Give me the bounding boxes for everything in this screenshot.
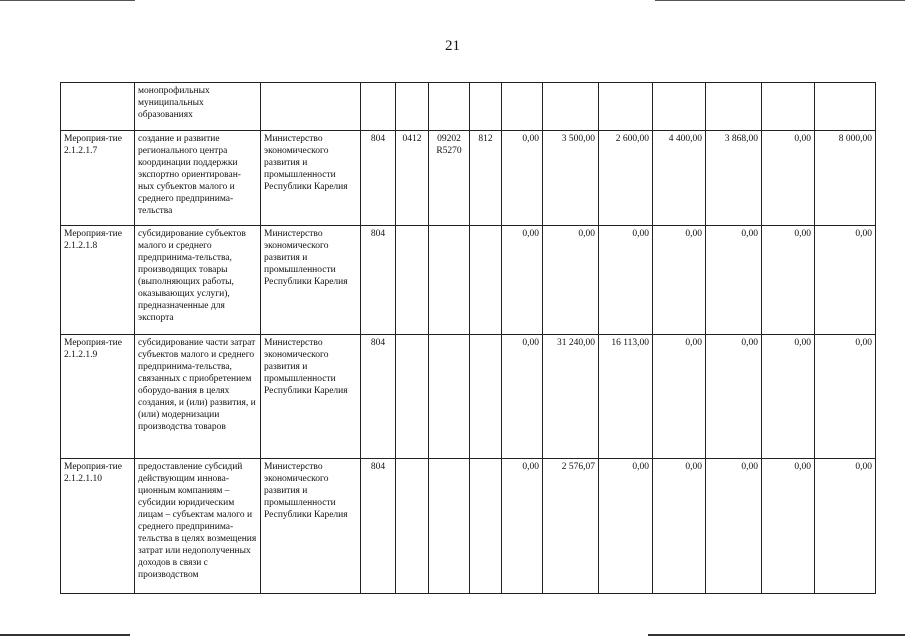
table-row: [61, 335, 876, 459]
rzpr-cell: 0412: [396, 131, 429, 226]
value-cell: 0,00: [706, 459, 762, 594]
value-cell: 3 868,00: [706, 131, 762, 226]
grbs-cell: [361, 83, 396, 131]
activity-name-cell: субсидирование части затрат субъектов малого и среднего предпринима-тельства, связанных с приобретением оборудо-вания в целях создания, и (или) развития, и (или) модернизации производства товаров: [135, 335, 261, 459]
budget-table: [60, 82, 876, 594]
value-cell: 8 000,00: [815, 131, 876, 226]
executor-cell: Министерство экономического развития и промышленности Республики Карелия: [261, 131, 361, 226]
value-cell: 0,00: [653, 335, 706, 459]
scan-edge-top: [0, 0, 905, 2]
value-cell: 3 500,00: [543, 131, 599, 226]
value-cell: 16 113,00: [599, 335, 653, 459]
value-cell: 0,00: [502, 459, 543, 594]
activity-name-cell: субсидирование субъектов малого и среднего предпринима-тельства, производящих товары (выполняющих работы, оказывающих услуги), предназначенные для экспорта: [135, 226, 261, 335]
csr-cell: [429, 459, 470, 594]
table-row: [61, 226, 876, 335]
value-cell: [653, 83, 706, 131]
executor-cell: Министерство экономического развития и промышленности Республики Карелия: [261, 226, 361, 335]
value-cell: [543, 83, 599, 131]
vr-cell: [470, 335, 502, 459]
value-cell: 0,00: [762, 131, 815, 226]
vr-cell: 812: [470, 131, 502, 226]
rzpr-cell: [396, 83, 429, 131]
value-cell: 0,00: [815, 335, 876, 459]
vr-cell: [470, 459, 502, 594]
executor-cell: Министерство экономического развития и промышленности Республики Карелия: [261, 459, 361, 594]
csr-cell: [429, 335, 470, 459]
scan-edge-bottom: [0, 634, 905, 637]
value-cell: [762, 83, 815, 131]
value-cell: [815, 83, 876, 131]
value-cell: 2 576,07: [543, 459, 599, 594]
value-cell: [502, 83, 543, 131]
value-cell: 0,00: [599, 459, 653, 594]
vr-cell: [470, 83, 502, 131]
value-cell: [599, 83, 653, 131]
value-cell: 0,00: [762, 459, 815, 594]
value-cell: 0,00: [762, 335, 815, 459]
csr-cell: [429, 226, 470, 335]
rzpr-cell: [396, 459, 429, 594]
value-cell: 0,00: [502, 131, 543, 226]
grbs-cell: 804: [361, 335, 396, 459]
value-cell: 0,00: [762, 226, 815, 335]
activity-id-cell: Мероприя-тие 2.1.2.1.8: [61, 226, 135, 335]
executor-cell: Министерство экономического развития и промышленности Республики Карелия: [261, 335, 361, 459]
value-cell: 2 600,00: [599, 131, 653, 226]
value-cell: 0,00: [815, 459, 876, 594]
table-row: [61, 459, 876, 594]
grbs-cell: 804: [361, 131, 396, 226]
csr-cell: 09202 R5270: [429, 131, 470, 226]
value-cell: 0,00: [502, 226, 543, 335]
value-cell: 0,00: [653, 226, 706, 335]
value-cell: 0,00: [502, 335, 543, 459]
value-cell: 4 400,00: [653, 131, 706, 226]
activity-id-cell: Мероприя-тие 2.1.2.1.9: [61, 335, 135, 459]
value-cell: 31 240,00: [543, 335, 599, 459]
executor-cell: [261, 83, 361, 131]
activity-name-cell: монопрофильных муниципальных образованиях: [135, 83, 261, 131]
activity-name-cell: предоставление субсидий действующим иннова-ционным компаниям – субсидии юридическим лицам – субъектам малого и среднего предпринима-тельства в целях возмещения затрат или недополученных доходов в связи с производством: [135, 459, 261, 594]
rzpr-cell: [396, 335, 429, 459]
rzpr-cell: [396, 226, 429, 335]
value-cell: 0,00: [543, 226, 599, 335]
csr-cell: [429, 83, 470, 131]
activity-id-cell: Мероприя-тие 2.1.2.1.10: [61, 459, 135, 594]
activity-id-cell: Мероприя-тие 2.1.2.1.7: [61, 131, 135, 226]
activity-name-cell: создание и развитие регионального центра координации поддержки экспортно ориентирован-ных субъектов малого и среднего предпринима-тельства: [135, 131, 261, 226]
grbs-cell: 804: [361, 459, 396, 594]
value-cell: 0,00: [653, 459, 706, 594]
value-cell: 0,00: [599, 226, 653, 335]
page-number: 21: [445, 38, 460, 54]
vr-cell: [470, 226, 502, 335]
value-cell: [706, 83, 762, 131]
table-row: [61, 131, 876, 226]
table-row-continuation: [61, 83, 876, 131]
value-cell: 0,00: [706, 226, 762, 335]
value-cell: 0,00: [706, 335, 762, 459]
activity-id-cell: [61, 83, 135, 131]
value-cell: 0,00: [815, 226, 876, 335]
grbs-cell: 804: [361, 226, 396, 335]
